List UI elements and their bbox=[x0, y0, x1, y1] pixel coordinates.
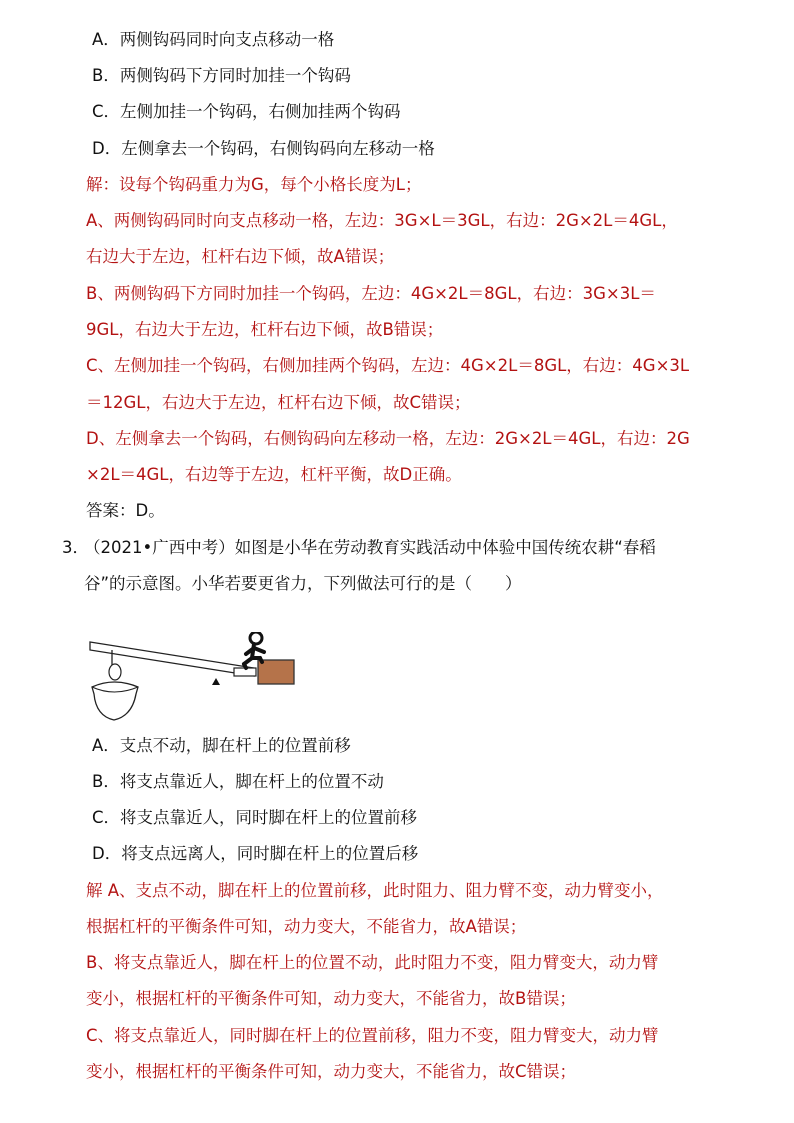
q3-option-c: C．将支点靠近人，同时脚在杆上的位置前移 bbox=[92, 808, 418, 827]
q3-solution-line: 解 A、支点不动，脚在杆上的位置前移，此时阻力、阻力臂不变，动力臂变小， bbox=[86, 881, 664, 900]
prev-solution-line: 解：设每个钩码重力为G，每个小格长度为L； bbox=[86, 175, 422, 194]
prev-solution-line: B、两侧钩码下方同时加挂一个钩码，左边：4G×2L＝8GL，右边：3G×3L＝ bbox=[86, 284, 656, 303]
prev-option-b: B．两侧钩码下方同时加挂一个钩码 bbox=[92, 66, 351, 85]
question-stem: 谷”的示意图。小华若要更省力，下列做法可行的是（ ） bbox=[84, 574, 522, 593]
q3-solution-line: 变小，根据杠杆的平衡条件可知，动力变大，不能省力，故C错误； bbox=[86, 1062, 577, 1081]
fulcrum-icon bbox=[212, 678, 220, 685]
prev-solution-line: C、左侧加挂一个钩码，右侧加挂两个钩码，左边：4G×2L＝8GL，右边：4G×3L bbox=[86, 356, 690, 375]
prev-solution-line: ＝12GL，右边大于左边，杠杆右边下倾，故C错误； bbox=[86, 393, 471, 412]
q3-solution-line: 根据杠杆的平衡条件可知，动力变大，不能省力，故A错误； bbox=[86, 917, 527, 936]
pestle-head bbox=[109, 664, 121, 680]
q3-solution-line: 变小，根据杠杆的平衡条件可知，动力变大，不能省力，故B错误； bbox=[86, 989, 576, 1008]
q3-solution-line: C、将支点靠近人，同时脚在杆上的位置前移，阻力不变，阻力臂变大，动力臂 bbox=[86, 1026, 659, 1045]
prev-option-d: D．左侧拿去一个钩码，右侧钩码向左移动一格 bbox=[92, 139, 435, 158]
q3-option-d: D．将支点远离人，同时脚在杆上的位置后移 bbox=[92, 844, 419, 863]
prev-solution-line: D、左侧拿去一个钩码，右侧钩码向左移动一格，左边：2G×2L＝4GL，右边：2G bbox=[86, 429, 690, 448]
prev-answer: 答案：D。 bbox=[86, 501, 165, 520]
prev-solution-line: ×2L＝4GL，右边等于左边，杠杆平衡，故D正确。 bbox=[86, 465, 462, 484]
person-figure bbox=[244, 632, 264, 668]
mortar-bowl bbox=[92, 682, 138, 720]
question-stem: （2021•广西中考）如图是小华在劳动教育实践活动中体验中国传统农耕“春稻 bbox=[84, 538, 656, 557]
prev-option-a: A．两侧钩码同时向支点移动一格 bbox=[92, 30, 335, 49]
question-number: 3． bbox=[62, 538, 89, 557]
prev-option-c: C．左侧加挂一个钩码，右侧加挂两个钩码 bbox=[92, 102, 401, 121]
prev-solution-line: A、两侧钩码同时向支点移动一格，左边：3G×L＝3GL，右边：2G×2L＝4GL， bbox=[86, 211, 678, 230]
lever-pestle-figure bbox=[84, 632, 314, 728]
prev-solution-line: 9GL，右边大于左边，杠杆右边下倾，故B错误； bbox=[86, 320, 444, 339]
prev-solution-line: 右边大于左边，杠杆右边下倾，故A错误； bbox=[86, 247, 395, 266]
q3-option-b: B．将支点靠近人，脚在杆上的位置不动 bbox=[92, 772, 384, 791]
wooden-box bbox=[258, 660, 294, 684]
q3-solution-line: B、将支点靠近人，脚在杆上的位置不动，此时阻力不变，阻力臂变大，动力臂 bbox=[86, 953, 659, 972]
q3-option-a: A．支点不动，脚在杆上的位置前移 bbox=[92, 736, 351, 755]
